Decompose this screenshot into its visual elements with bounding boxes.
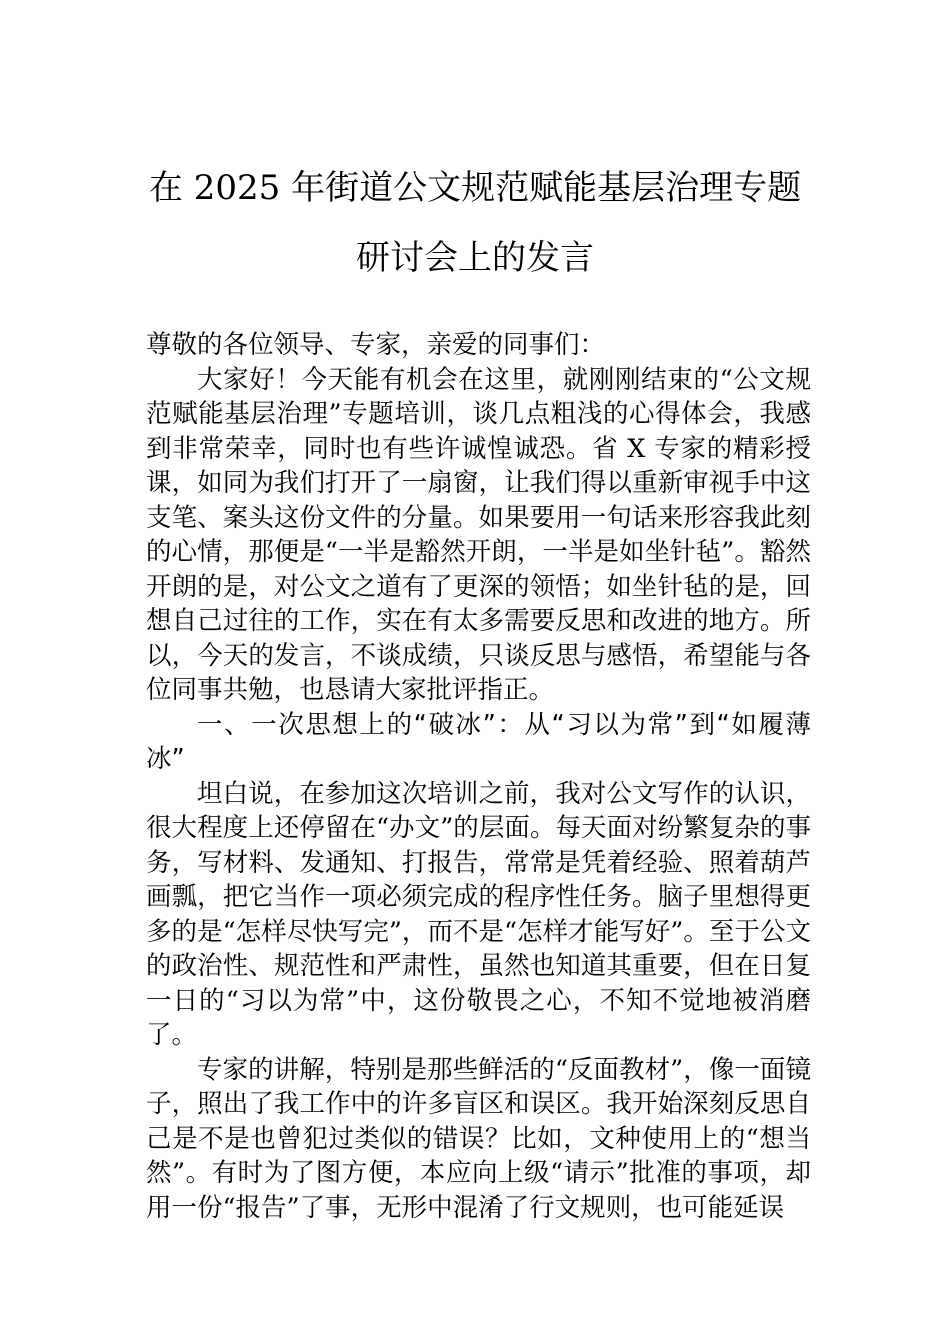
section-heading-1: 一、一次思想上的“破冰”：从“习以为常”到“如履薄冰” [146, 709, 811, 774]
document-title-line-2: 研讨会上的发言 [356, 238, 594, 278]
salutation: 尊敬的各位领导、专家，亲爱的同事们： [146, 330, 606, 360]
paragraph-expert-lecture: 专家的讲解，特别是那些鲜活的“反面教材”，像一面镜子，照出了我工作中的许多盲区和误区。我开始深刻反思自己是不是也曾犯过类似的错误？比如，文种使用上的“想当然”。有时为了图方便，本应向上级“请示”批准的事项，却用一份“报告”了事，无形中混淆了行文规则，也可能延误 [146, 1054, 811, 1223]
paragraph-opening: 大家好！今天能有机会在这里，就刚刚结束的“公文规范赋能基层治理”专题培训，谈几点粗浅的心得体会，我感到非常荣幸，同时也有些许诚惶诚恐。省 X 专家的精彩授课，如同为我们打开了一扇窗，让我们得以重新审视手中这支笔、案头这份文件的分量。如果要用一句话来形容我此刻的心情，那便是“一半是豁然开朗，一半是如坐针毡”。豁然开朗的是，对公文之道有了更深的领悟；如坐针毡的是，回想自己过往的工作，实在有太多需要反思和改进的地方。所以，今天的发言，不谈成绩，只谈反思与感悟，希望能与各位同事共勉，也恳请大家批评指正。 [146, 364, 811, 705]
paragraph-reflection: 坦白说，在参加这次培训之前，我对公文写作的认识，很大程度上还停留在“办文”的层面。每天面对纷繁复杂的事务，写材料、发通知、打报告，常常是凭着经验、照着葫芦画瓢，把它当作一项必须完成的程序性任务。脑子里想得更多的是“怎样尽快写完”，而不是“怎样才能写好”。至于公文的政治性、规范性和严肃性，虽然也知道其重要，但在日复一日的“习以为常”中，这份敬畏之心，不知不觉地被消磨了。 [146, 778, 811, 1050]
document-body [146, 328, 811, 1225]
document-title-line-1: 在 2025 年街道公文规范赋能基层治理专题 [148, 168, 802, 208]
